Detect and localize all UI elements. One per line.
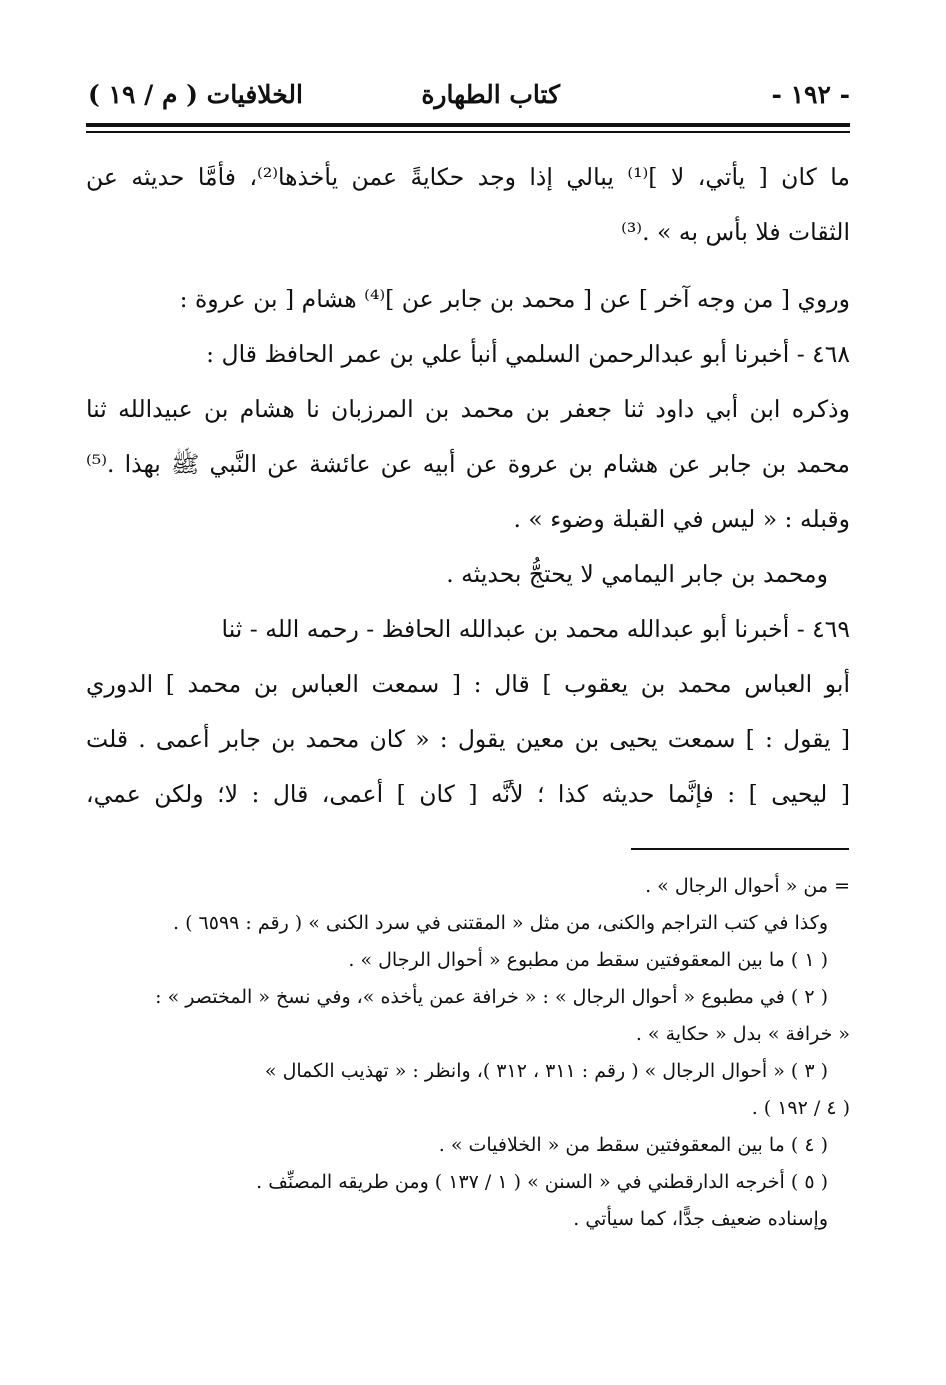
text-line: وقبله : « ليس في القبلة وضوء » . xyxy=(513,505,850,533)
text-line: محمد بن جابر عن هشام بن عروة عن أبيه عن عائشة عن النَّبي ﷺ بهذا .⁽⁵⁾ xyxy=(86,450,850,478)
text-line: وروي [ من وجه آخر ] عن [ محمد بن جابر عن ]⁽⁴⁾ هشام [ بن عروة : xyxy=(179,285,850,313)
footnote-4: ( ٤ ) ما بين المعقوفتين سقط من « الخلافيات » . xyxy=(438,1134,828,1156)
hadith-468-heading: ٤٦٨ - أخبرنا أبو عبدالرحمن السلمي أنبأ علي بن عمر الحافظ قال : xyxy=(206,340,850,368)
footnotes xyxy=(86,868,850,1238)
main-text xyxy=(86,150,850,822)
footnote-5: ( ٥ ) أخرجه الدارقطني في « السنن » ( ١ / ١٣٧ ) ومن طريقه المصنِّف . xyxy=(256,1171,828,1193)
text-line: أبو العباس محمد بن يعقوب ] قال : [ سمعت العباس بن محمد ] الدوري xyxy=(86,670,850,698)
footnote-line: وإسناده ضعيف جدًّا، كما سيأتي . xyxy=(573,1208,828,1230)
footnote-line: وكذا في كتب التراجم والكنى، من مثل « المقتنى في سرد الكنى » ( رقم : ٦٥٩٩ ) . xyxy=(173,912,828,934)
text-line: [ يقول : ] سمعت يحيى بن معين يقول : « كان محمد بن جابر أعمى . قلت xyxy=(86,725,850,753)
text-line: الثقات فلا بأس به » .⁽³⁾ xyxy=(621,218,850,246)
page-header xyxy=(88,72,850,122)
text-line: ومحمد بن جابر اليمامي لا يحتجُّ بحديثه . xyxy=(446,560,828,588)
text-line: ما كان [ يأتي، لا ]⁽¹⁾ يبالي إذا وجد حكايةً عمن يأخذها⁽²⁾، فأمَّا حديثه عن xyxy=(86,163,850,191)
footnote-separator xyxy=(631,848,849,850)
footnote-1: ( ١ ) ما بين المعقوفتين سقط من مطبوع « أحوال الرجال » . xyxy=(348,949,828,971)
source-reference: الخلافيات ( م / ١٩ ) xyxy=(88,80,303,109)
footnote-line: ( ٤ / ١٩٢ ) . xyxy=(751,1097,850,1119)
page-number: - ١٩٢ - xyxy=(771,80,850,109)
text-line: [ ليحيى ] : فإنَّما حديثه كذا ؛ لأنَّه [ كان ] أعمى، قال : لا؛ ولكن عمي، xyxy=(86,780,850,808)
book-title: كتاب الطهارة xyxy=(421,80,560,109)
hadith-469-heading: ٤٦٩ - أخبرنا أبو عبدالله محمد بن عبدالله الحافظ - رحمه الله - ثنا xyxy=(221,615,850,643)
footnote-line: « خرافة » بدل « حكاية » . xyxy=(635,1023,850,1045)
text-line: وذكره ابن أبي داود ثنا جعفر بن محمد بن المرزبان نا هشام بن عبيدالله ثنا xyxy=(86,395,850,423)
header-rule-thin xyxy=(86,131,850,133)
header-rule-thick xyxy=(86,123,850,127)
footnote-2: ( ٢ ) في مطبوع « أحوال الرجال » : « خرافة عمن يأخذه »، وفي نسخ « المختصر » : xyxy=(155,986,828,1008)
footnote-3: ( ٣ ) « أحوال الرجال » ( رقم : ٣١١ ، ٣١٢ )، وانظر : « تهذيب الكمال » xyxy=(264,1060,828,1082)
footnote-line: = من « أحوال الرجال » . xyxy=(645,875,850,897)
